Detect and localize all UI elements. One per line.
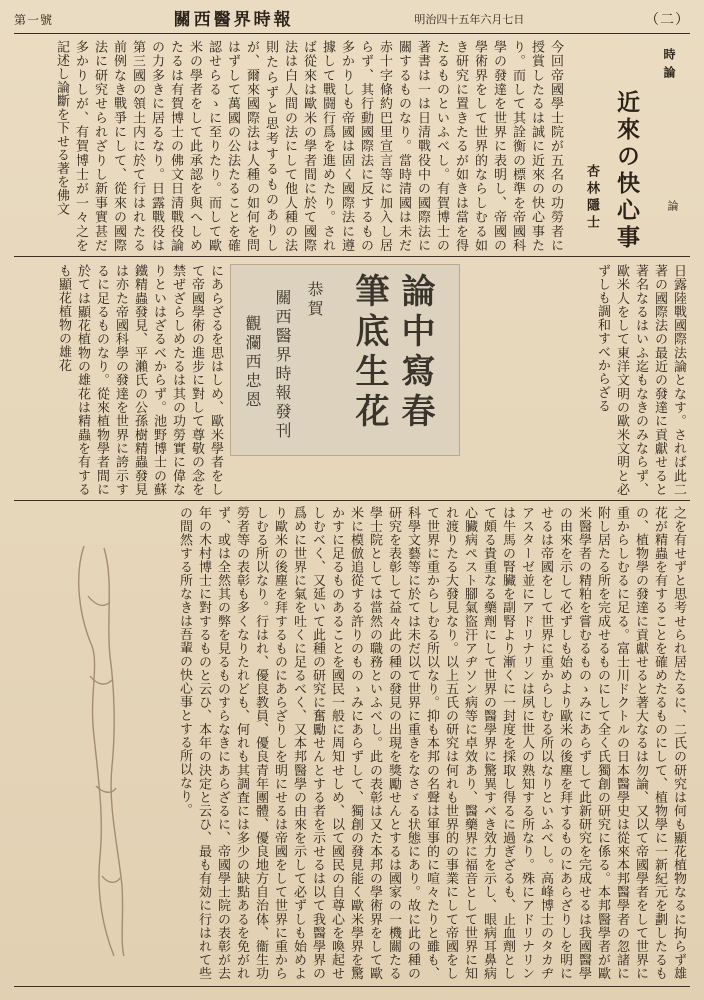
page-number: （二） [644,12,690,28]
calligraphy-line-3: 恭賀 [305,281,324,319]
calligraphy-signature: 觀瀾西忠恩 [243,315,262,410]
article-column-middle-left: にあらざるを思はしめ、歐米學者をして帝國學術の進步に對して尊敬の念を禁ぜざらしめたるは其の功勞實に偉なりといはざるべからず。池野博士の蘇鐵精蟲發見、平瀨氏の公孫樹精蟲發見は亦た帝國科學の發達を世界に誇示するに足るものなり。從來植物學者間に於ては顯花植物の雄花は精蟲を有するも顯花植物の雄花 [56,264,223,496]
calligraphy-line-2: 筆底生花 [349,273,389,433]
article-column-lower: 之を有せずと思考せられ居たるに、二氏の研究は何も顯花植物なるに拘らず雄花が精蟲を有することを確めたるものにして、植物學に一新紀元を劃したるもの、植物學の發達に貢獻せると著大なるは勿論、又以て帝國學者をして世界に重からしむるに足る。富士川ドクトルの日本醫學史は從來本邦醫學者の忽諸に附し居たる所を完成せるものにして全く氏獨創の研究に係る。本邦醫學者が歐米醫學者の精粕を嘗むるものゝみにあらずして此新研究を完成せるは我國醫學の由來を示して必ずしも始めより歐米の後塵を拜するものにあらざりしを明にせるは帝國をして世界に重からしむる所以なりといふべし。高峰博士のタカヂアスターゼ並にアドリナリンは夙に世人の熟知する所なり。殊にアドリナリンは牛馬の腎臟を副腎より漸くに一封度を採取し得るに過ぎざるも、止血劑として頗る貴重なる藥劑にして世界の醫學界に驚異すべき效力を示し、眼病耳鼻病心臟病ペスト腳氣盜汗アヂソン病等に卓效あり、醫藥界に福音として世界に知れ渡りたる大發見なり。以上五氏の研究は何れも世界的の事業にして帝國をして世界に重からしむる所以なり。抑も本邦の名聲は軍事的に喧々たりと雖も、科學文藝等に於ては未だ以て世界に重きをなさゞる状態にあり。故に此の種の研究を表彰して益々此の種の發見の出現を獎勵せんとするは國家の一機關たる學士院としては當然の職務といふべし。此の表彰は又た本邦の學術界をして歐米に模倣追從する許りのものゝみにあらずして、獨創の發見能く歐米學界を驚かすに足るものあることを國民一般に周知せしめ、以て國民の自尊心を喚起せしむべく、又延いて此種の研究に奮勵せんとする者を示せるは以て我醫學界の爲めに世界に氣を吐くに足るべく、又本邦醫學の由來を示して必ずしも始めより歐米の後塵を拜するものにあらざりしを明にせるは帝國をして世界に重からしむる所以なり。行はれ、優良教員、優良青年團體、優良地方自治体、衞生功勞者等の表彰も多くなりたれども、何れも其調査には多少の缺點あるを免がれず、或は全然其の弊を見るものすらなきにあらざるに、帝國學士院の表彰が去年の木村博士に對するものと云ひ、本年の決定と云ひ、最も有効に行はれて些の間然する所なきは吾輩の快心事とする所以なり。 [177,506,686,980]
margin-sketch-illustration [44,536,154,966]
article-column-upper: 今回帝國學士院が五名の功勞者に授賞したるは誠に近來の快心事たり。而して其詮衡の標準を帝國科學の發達を世界に表明し、帝國の學術界をして世界的ならしむる如き研究に置きたるが如きは當を得たるものといふべし。有賀博士の著書は一は日清戰役中の國際法に關するものなり。當時清國は未だ赤十字條約巴里宣言等に加入し居らず、其行動國際法に反するもの多かりしも帝國は固く國際法に遵據して戰闘行爲を進めたり。されば從來は歐米の學者間に於て國際法は白人間の法にして他人種の法則たらずと思考するものありしが、爾來國際法は人種の如何を問はずして萬國の公法たることを確認せらるゝに至りたり。而して歐米の學者をして此承認を與へしめたるは有賀博士の佛文日清戰役論の力多きに居るなり。日露戰役は第三國の領土内に於て行はれたる前例なき戰爭にして、從來の國際法に研究せられざりし新事實甚だ多かりしが、有賀博士が一々之を記述し論斷を下せる著を佛文 [54,40,563,252]
calligraphy-image [230,264,460,456]
page-header [14,8,690,32]
article-title-box [566,40,688,252]
article-title: 近來の快心事 [613,90,640,252]
issue-number: 第一號 [14,13,54,27]
section-rule-upper [14,256,690,257]
calligraphy-line-1: 論中寫春 [395,273,435,433]
paper-name: 關西醫界時報 [173,10,294,30]
header-rule [14,33,690,34]
calligraphy-line-4: 關西醫界時報發刊 [273,289,292,441]
footer-rule [14,986,690,987]
article-author: 杏林隱士 [584,164,599,232]
article-column-middle-right: 日露陸戰國際法論となす。されば此二著の國際法の最近の發達に貢獻せると著名なるはいふ迄もなきのみならず、歐米人をして東洋文明の歐米文明と必ずしも調和すべからざる [595,264,686,496]
article-kind: 論 [666,200,679,211]
publication-date: 明治四十五年六月七日 [414,13,525,26]
section-label: 時論 [662,48,676,84]
section-rule-lower [14,500,690,501]
